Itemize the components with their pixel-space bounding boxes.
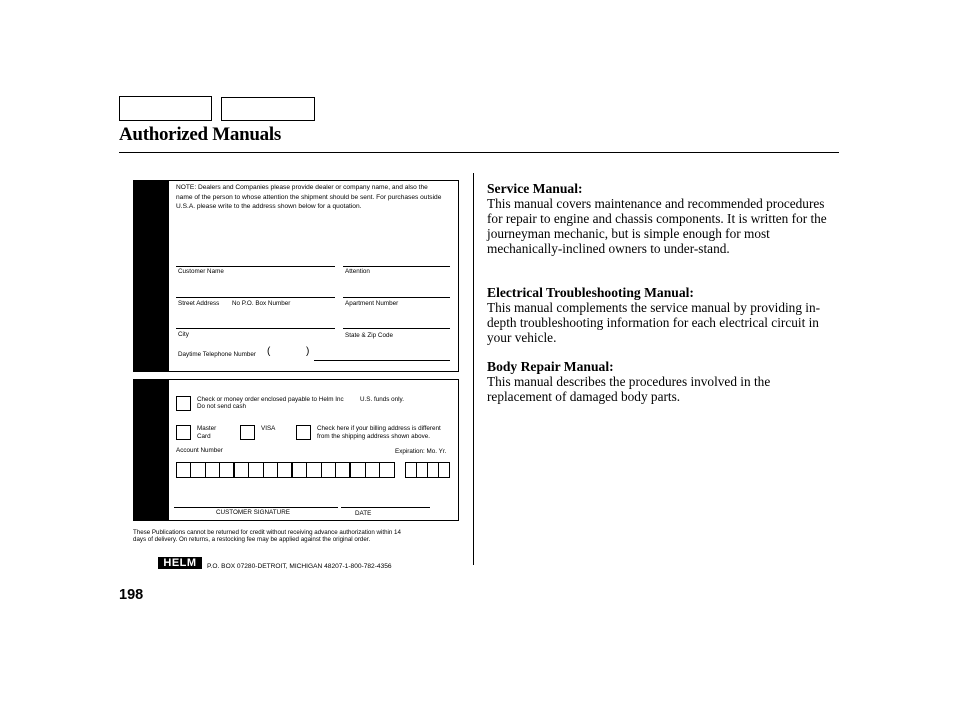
payment-form-sidebar	[133, 379, 169, 521]
header-tab-2	[221, 97, 315, 121]
visa-label: VISA	[261, 425, 276, 432]
body-repair-manual-heading: Body Repair Manual:	[487, 359, 614, 374]
helm-logo: HELM	[158, 557, 202, 569]
manual-section-body-repair	[487, 359, 837, 404]
page-title: Authorized Manuals	[119, 124, 281, 145]
billing-different-label-1: Check here if your billing address is different	[317, 425, 441, 432]
phone-label: Daytime Telephone Number	[178, 351, 256, 358]
no-po-box-label: No P.O. Box Number	[232, 300, 291, 307]
shipping-form-sidebar	[133, 180, 169, 372]
apartment-number-field[interactable]	[343, 297, 450, 298]
customer-name-label: Customer Name	[178, 268, 224, 275]
expiration-label: Expiration: Mo. Yr.	[395, 448, 447, 455]
service-manual-heading: Service Manual:	[487, 181, 583, 196]
street-address-label: Street Address	[178, 300, 220, 307]
helm-address: P.O. BOX 07280-DETROIT, MICHIGAN 48207-1-800-782-4356	[207, 563, 392, 570]
service-manual-body: This manual covers maintenance and recommended procedures for repair to engine and chassis components. It is written for the journeyman mechanic, but is simple enough for most mechanically-inclined owners to under-stand.	[487, 196, 827, 256]
check-money-order-label: Check or money order enclosed payable to Helm Inc	[197, 396, 344, 403]
apartment-number-label: Apartment Number	[345, 300, 399, 307]
return-policy-line-2: days of delivery. On returns, a restocking fee may be applied against the original order.	[133, 536, 371, 543]
manual-section-service	[487, 181, 837, 256]
manual-section-electrical	[487, 285, 837, 345]
mastercard-label-1: Master	[197, 425, 217, 432]
no-cash-label: Do not send cash	[197, 403, 247, 410]
city-label: City	[178, 331, 189, 338]
billing-different-label-2: from the shipping address shown above.	[317, 433, 431, 440]
title-rule	[119, 152, 839, 153]
state-zip-label: State & Zip Code	[345, 332, 393, 339]
city-field[interactable]	[176, 328, 335, 329]
billing-different-checkbox[interactable]	[296, 425, 311, 440]
visa-checkbox[interactable]	[240, 425, 255, 440]
account-number-group-4[interactable]	[350, 462, 395, 478]
mastercard-checkbox[interactable]	[176, 425, 191, 440]
account-number-group-2[interactable]	[234, 462, 292, 478]
us-funds-label: U.S. funds only.	[360, 396, 404, 403]
street-address-field[interactable]	[176, 297, 335, 298]
state-zip-field[interactable]	[343, 328, 450, 329]
electrical-manual-heading: Electrical Troubleshooting Manual:	[487, 285, 694, 300]
date-label: DATE	[355, 510, 372, 517]
page-number: 198	[119, 587, 144, 603]
expiration-field[interactable]	[405, 462, 450, 478]
electrical-manual-body: This manual complements the service manual by providing in-depth troubleshooting information for each electrical circuit in your vehicle.	[487, 300, 821, 345]
account-number-label: Account Number	[176, 447, 223, 454]
phone-open-paren: (	[267, 346, 271, 357]
mastercard-label-2: Card	[197, 433, 211, 440]
account-number-group-1[interactable]	[176, 462, 234, 478]
phone-close-paren: )	[306, 346, 310, 357]
body-repair-manual-body: This manual describes the procedures involved in the replacement of damaged body parts.	[487, 374, 771, 404]
column-divider	[473, 173, 474, 565]
check-money-order-checkbox[interactable]	[176, 396, 191, 411]
account-number-group-3[interactable]	[292, 462, 350, 478]
return-policy-line-1: These Publications cannot be returned for credit without receiving advance authorization within 14	[133, 529, 401, 536]
dealer-note: NOTE: Dealers and Companies please provide dealer or company name, and also the name of the person to whose attention the shipment should be sent. For purchases outside U.S.A. please write to the address shown below for a quotation.	[176, 184, 442, 211]
header-tab-1	[119, 96, 212, 121]
date-field[interactable]	[341, 507, 430, 508]
signature-label: CUSTOMER SIGNATURE	[216, 509, 290, 516]
attention-label: Attention	[345, 268, 370, 275]
phone-field[interactable]	[314, 360, 450, 361]
